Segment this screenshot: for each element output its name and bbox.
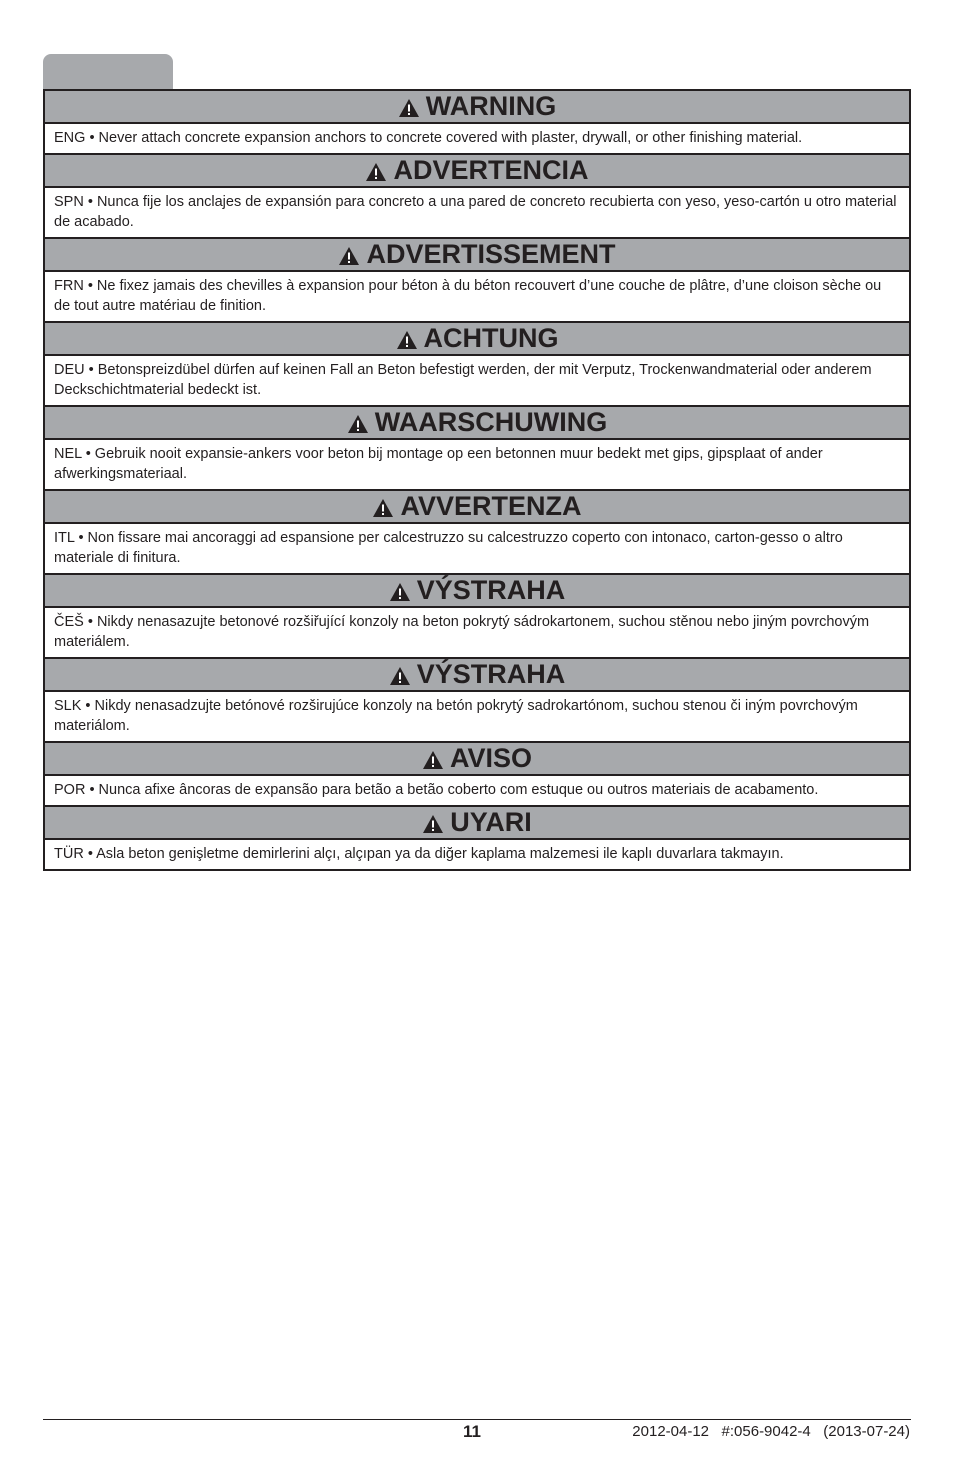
warning-block-tur	[45, 807, 909, 869]
warning-block-frn	[45, 239, 909, 323]
warning-triangle-icon	[389, 582, 411, 602]
warning-header	[45, 239, 909, 272]
warning-text: FRN • Ne fixez jamais des chevilles à expansion pour béton à du béton recouvert d’une couche de plâtre, d’une cloison sèche ou de tout autre matériau de finition.	[54, 278, 882, 314]
warning-title: VÝSTRAHA	[416, 575, 566, 605]
warning-title: UYARI	[450, 807, 532, 837]
warning-block-itl	[45, 491, 909, 575]
warning-header	[45, 807, 909, 840]
warning-title: ACHTUNG	[423, 323, 559, 353]
warning-triangle-icon	[347, 414, 369, 434]
warning-title: WARNING	[425, 91, 557, 121]
warning-block-ces	[45, 575, 909, 659]
warning-triangle-icon	[422, 814, 444, 834]
warning-text: ENG • Never attach concrete expansion anchors to concrete covered with plaster, drywall, or other finishing material.	[54, 130, 803, 146]
warning-text: SLK • Nikdy nenasadzujte betónové rozširujúce konzoly na betón pokrytý sadrokartónom, suchou stenou či iným povrchovým materiálom.	[54, 698, 858, 734]
warning-title: AVVERTENZA	[400, 491, 582, 521]
warning-triangle-icon	[396, 330, 418, 350]
footer-divider	[43, 1419, 911, 1420]
warning-block-deu	[45, 323, 909, 407]
warning-block-nel	[45, 407, 909, 491]
warning-header	[45, 407, 909, 440]
warning-text: NEL • Gebruik nooit expansie-ankers voor beton bij montage op een betonnen muur bedekt met gips, gipsplaat of ander afwerkingsmateriaal.	[54, 446, 823, 482]
warning-header	[45, 491, 909, 524]
warning-title: ADVERTENCIA	[393, 155, 589, 185]
warning-block-spn	[45, 155, 909, 239]
warning-title: ADVERTISSEMENT	[366, 239, 616, 269]
warning-header	[45, 659, 909, 692]
warning-title: WAARSCHUWING	[374, 407, 608, 437]
warning-triangle-icon	[338, 246, 360, 266]
warnings-table	[43, 89, 911, 871]
warning-triangle-icon	[398, 98, 420, 118]
warning-header	[45, 575, 909, 608]
warning-triangle-icon	[389, 666, 411, 686]
warning-header	[45, 743, 909, 776]
document-reference: 2012-04-12 #:056-9042-4 (2013-07-24)	[632, 1423, 910, 1440]
warning-title: AVISO	[449, 743, 532, 773]
warning-triangle-icon	[365, 162, 387, 182]
warning-header	[45, 323, 909, 356]
warning-title: VÝSTRAHA	[416, 659, 566, 689]
warning-header	[45, 91, 909, 124]
warning-block-por	[45, 743, 909, 807]
warning-block-slk	[45, 659, 909, 743]
warning-text: SPN • Nunca fije los anclajes de expansión para concreto a una pared de concreto recubierta con yeso, yeso-cartón u otro material de acabado.	[54, 194, 897, 230]
warning-triangle-icon	[372, 498, 394, 518]
warning-header	[45, 155, 909, 188]
warning-block-eng	[45, 91, 909, 155]
warning-text: TÜR • Asla beton genişletme demirlerini alçı, alçıpan ya da diğer kaplama malzemesi ile kaplı duvarlara takmayın.	[54, 846, 784, 862]
warning-text: DEU • Betonspreizdübel dürfen auf keinen Fall an Beton befestigt werden, der mit Verputz, Trockenwandmaterial oder anderem Deckschichtmaterial bedeckt ist.	[54, 362, 872, 398]
warning-text: ČEŠ • Nikdy nenasazujte betonové rozšiřující konzoly na beton pokrytý sádrokartonem, suchou stěnou nebo jiným povrchovým materiálem.	[54, 614, 870, 650]
warning-text: ITL • Non fissare mai ancoraggi ad espansione per calcestruzzo su calcestruzzo coperto con intonaco, carton-gesso o altro materiale di finitura.	[54, 530, 843, 566]
warning-triangle-icon	[422, 750, 444, 770]
warning-text: POR • Nunca afixe âncoras de expansão para betão a betão coberto com estuque ou outros materiais de acabamento.	[54, 782, 819, 798]
page-number: 11	[463, 1422, 481, 1441]
section-tab	[43, 54, 173, 89]
